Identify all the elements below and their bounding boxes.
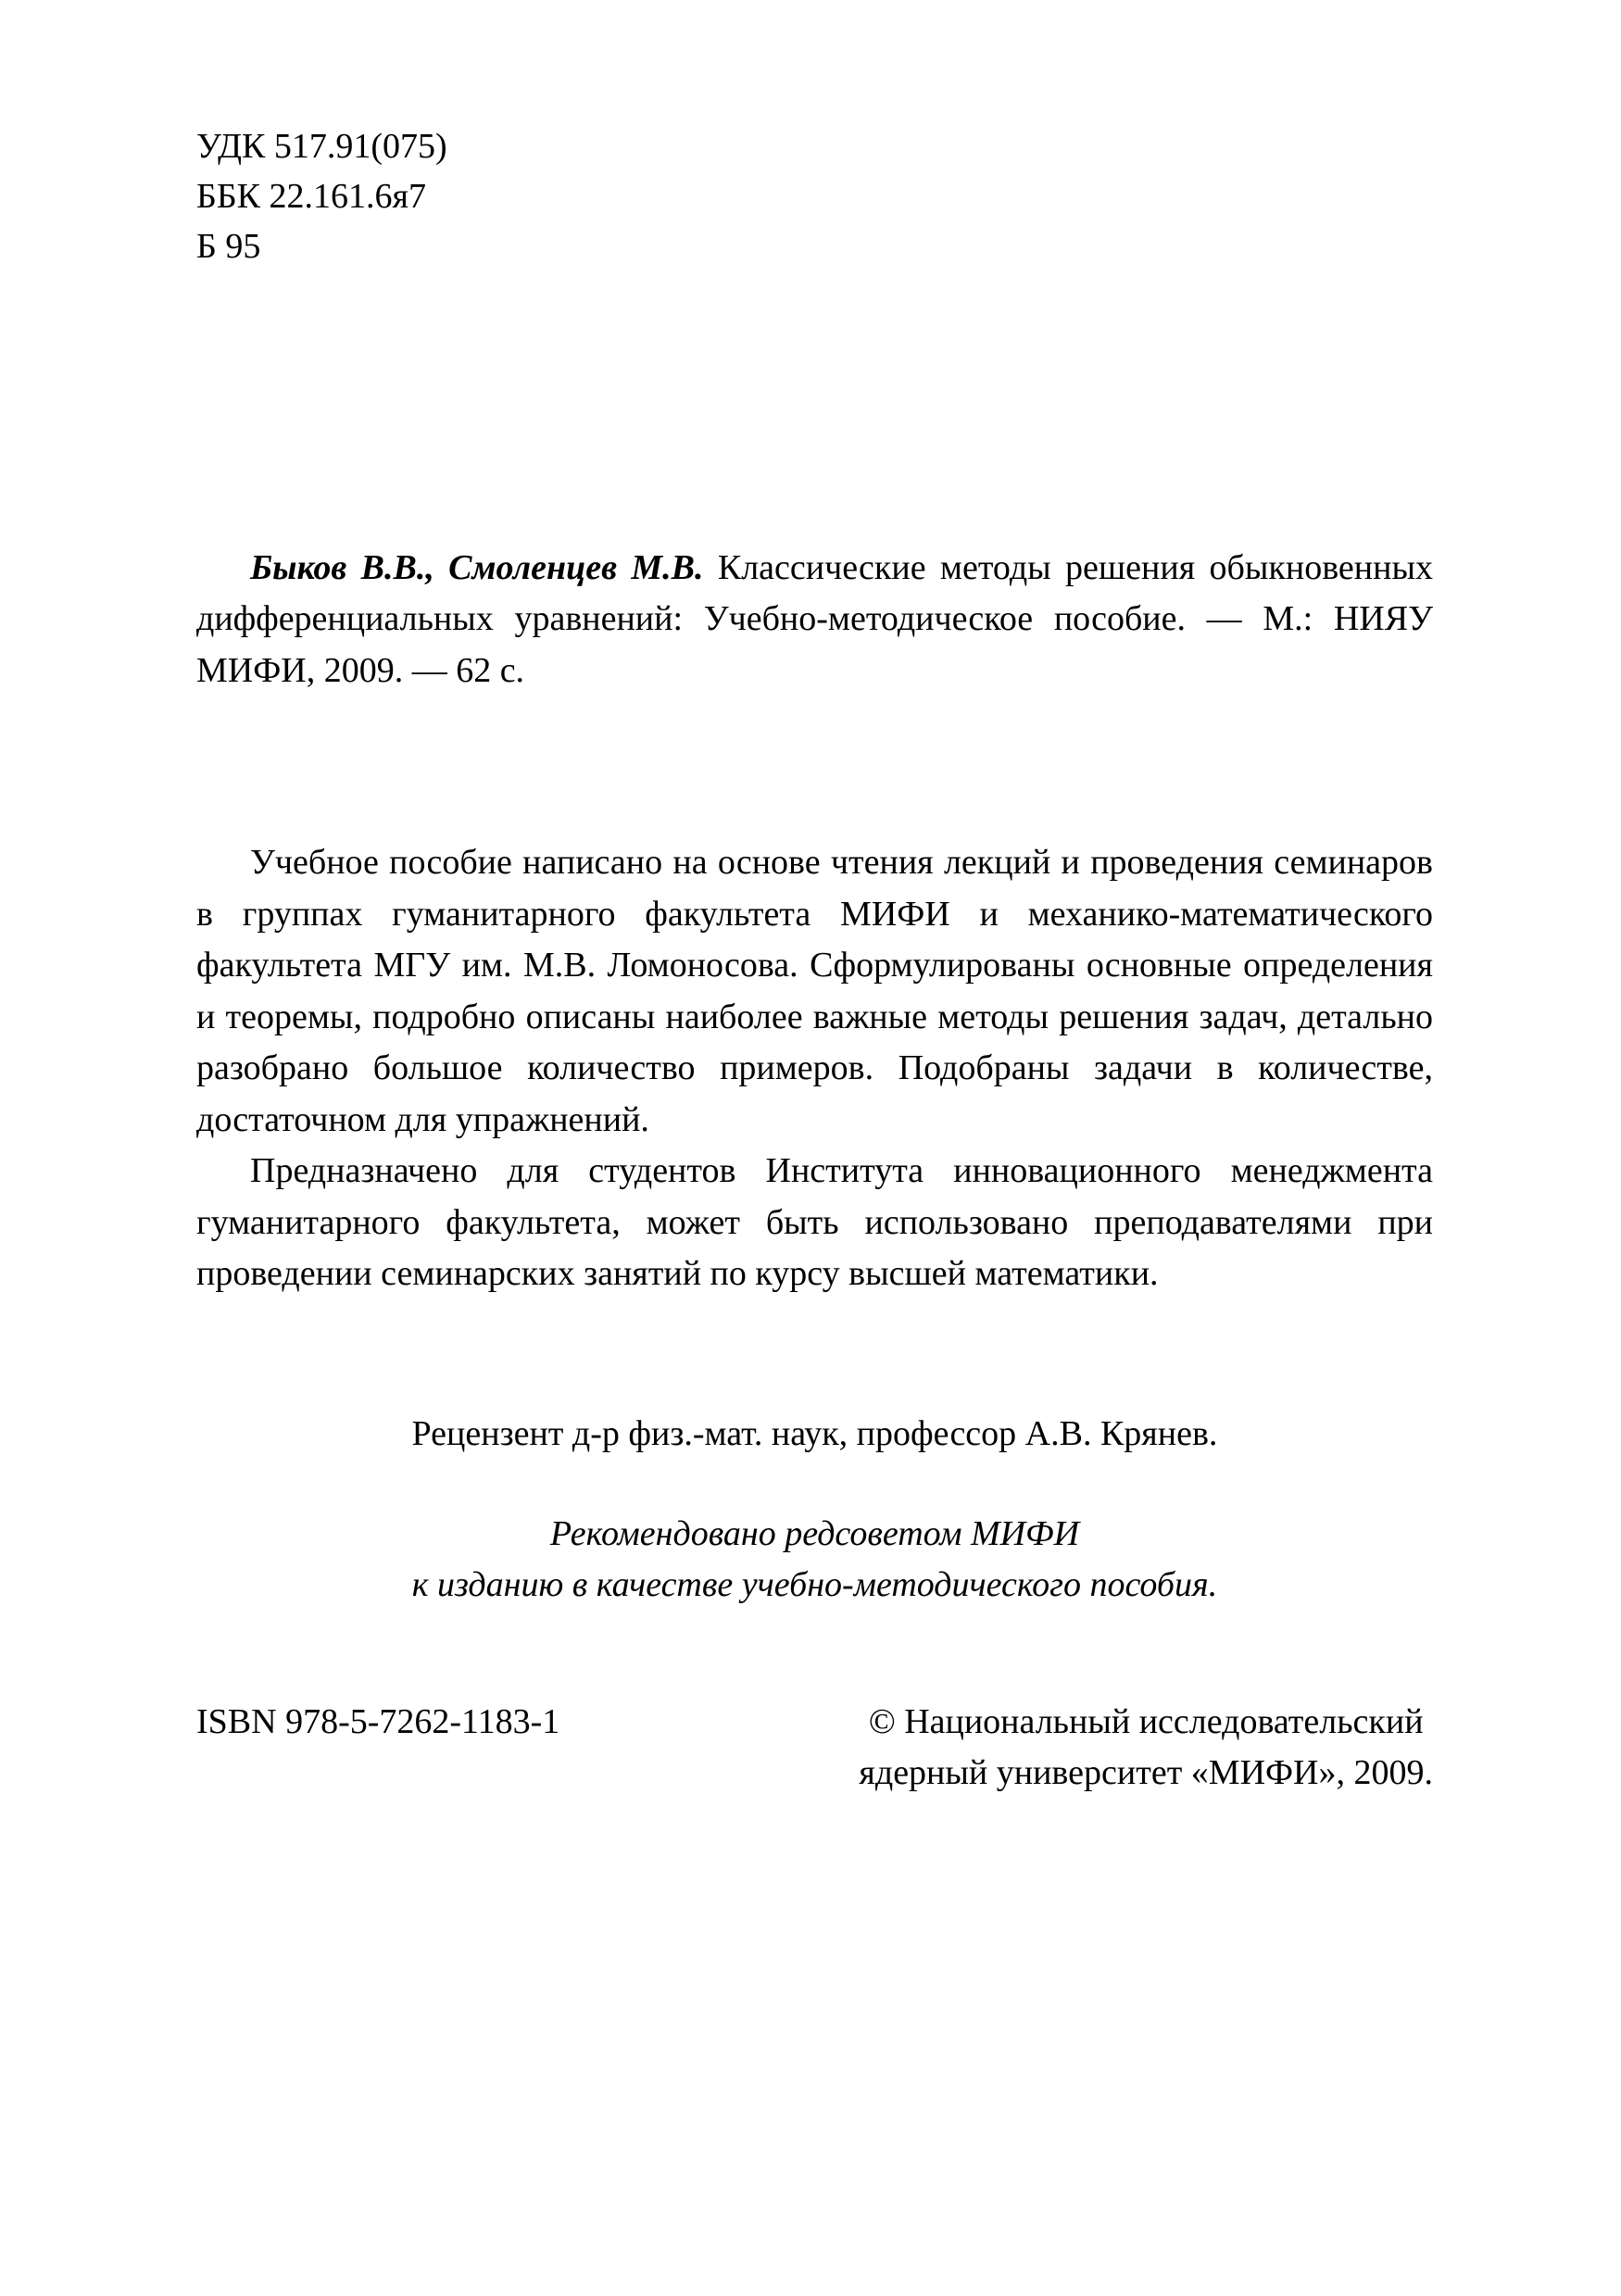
isbn: ISBN 978-5-7262-1183-1 bbox=[196, 1701, 560, 1741]
bibliographic-description: Классические методы решения обыкновенных дифференциальных уравнений: Учебно-методическое пособие. — М.: НИЯУ МИФИ, 2009. — 62 с. bbox=[196, 547, 1433, 690]
bibliographic-entry bbox=[196, 543, 1433, 696]
recommendation-line-2: к изданию в качестве учебно-методического пособия. bbox=[411, 1565, 1218, 1605]
bbk-line: ББК 22.161.6я7 bbox=[196, 176, 426, 216]
annotation-paragraph-2: Предназначено для студентов Института инновационного менеджмента гуманитарного факультета, может быть использовано преподавателями при проведении семинарских занятий по курсу высшей математики. bbox=[196, 1151, 1433, 1294]
classification-block bbox=[196, 122, 1433, 272]
annotation bbox=[196, 837, 1433, 1299]
udc-line: УДК 517.91(075) bbox=[196, 127, 447, 166]
recommendation-block bbox=[196, 1509, 1433, 1612]
copyright-line-1: © Национальный исследовательский bbox=[868, 1701, 1424, 1741]
copyright-notice bbox=[859, 1697, 1433, 1800]
authors: Быков В.В., Смоленцев М.В. bbox=[250, 547, 704, 587]
isbn-copyright-row bbox=[196, 1697, 1433, 1800]
recommendation-line-1: Рекомендовано редсоветом МИФИ bbox=[549, 1513, 1080, 1553]
copyright-line-2: ядерный университет «МИФИ», 2009. bbox=[859, 1753, 1433, 1793]
book-code-line: Б 95 bbox=[196, 226, 261, 266]
reviewer-line: Рецензент д-р физ.-мат. наук, профессор А.В. Крянев. bbox=[411, 1414, 1218, 1454]
annotation-paragraph-1: Учебное пособие написано на основе чтения лекций и проведения семинаров в группах гуманитарного факультета МИФИ и механико-математического факультета МГУ им. М.В. Ломоносова. Сформулированы основные определения и теоремы, подробно описаны наиболее важные методы решения задач, детально разобрано большое количество примеров. Подобраны задачи в количестве, достаточном для упражнений. bbox=[196, 843, 1433, 1139]
